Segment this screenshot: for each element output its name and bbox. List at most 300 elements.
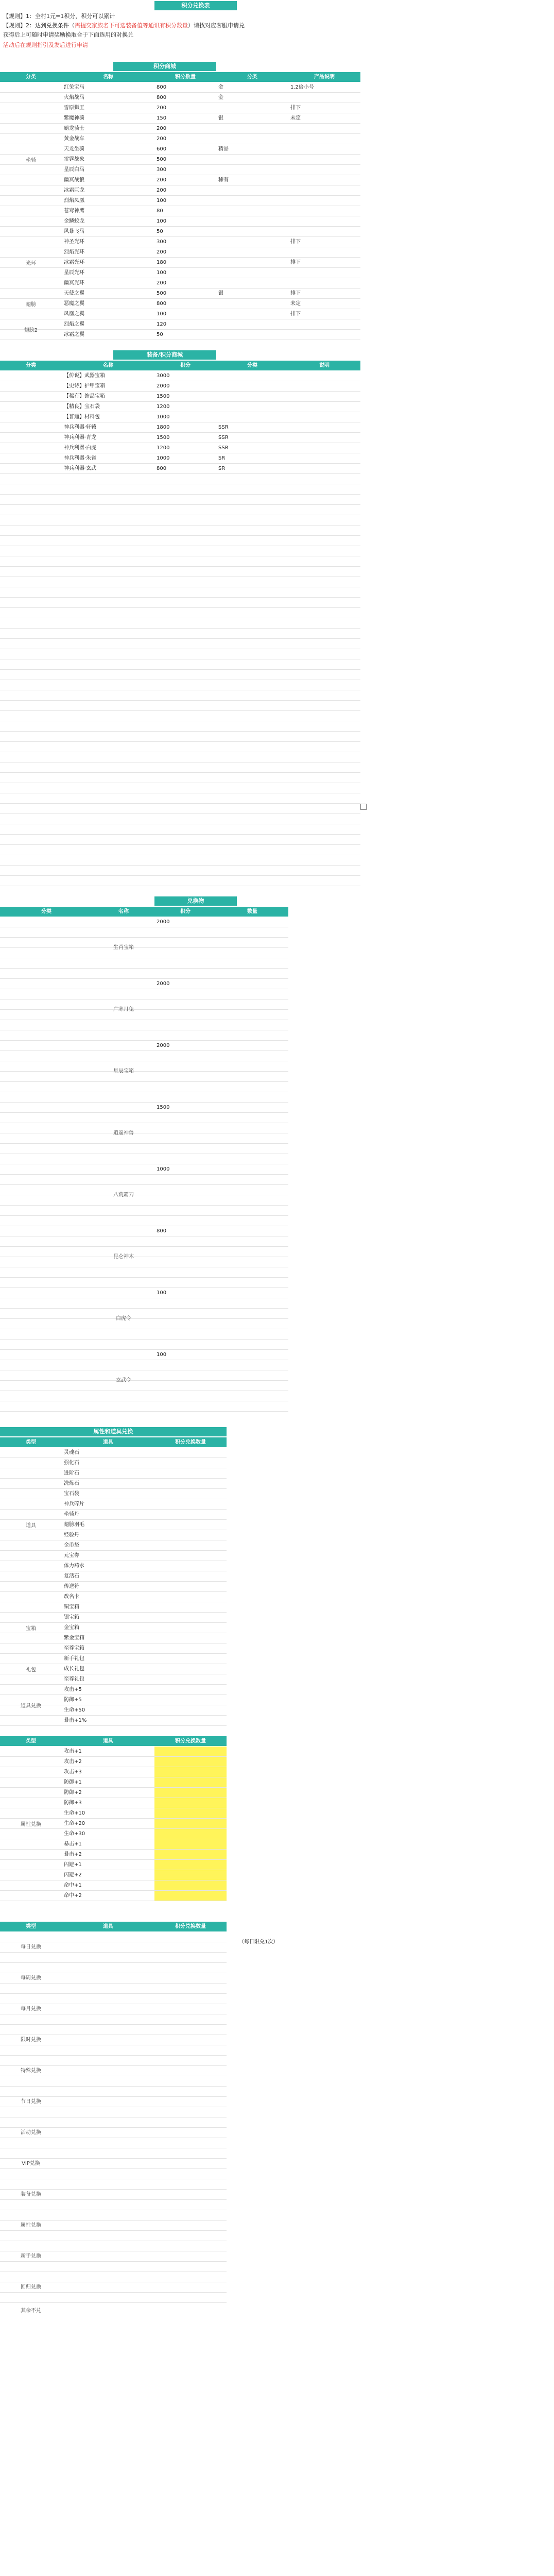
highlight-cell bbox=[154, 1777, 227, 1787]
empty-row bbox=[0, 855, 360, 866]
table-cell: 80 bbox=[157, 208, 163, 214]
table-row[interactable] bbox=[0, 1103, 288, 1113]
empty-row bbox=[0, 618, 360, 629]
table-cell: 至尊宝箱 bbox=[64, 1646, 84, 1651]
table-cell: 120 bbox=[157, 321, 167, 327]
exchange-col-1: 名称 bbox=[93, 907, 154, 917]
table-cell: 传送符 bbox=[64, 1584, 79, 1589]
table-row[interactable] bbox=[0, 1175, 288, 1185]
exchange-col-0: 分类 bbox=[0, 907, 93, 917]
table-row[interactable] bbox=[0, 1953, 227, 1963]
group-label: 节日兑换 bbox=[21, 2099, 41, 2105]
table-row[interactable] bbox=[0, 1994, 227, 2004]
empty-row bbox=[0, 752, 360, 762]
table-row[interactable] bbox=[0, 927, 288, 938]
table-cell: 生命+50 bbox=[64, 1707, 85, 1713]
table-cell: 1500 bbox=[157, 1105, 170, 1110]
table-cell: 200 bbox=[157, 249, 167, 255]
table-cell: 灵魂石 bbox=[64, 1450, 79, 1455]
empty-row bbox=[0, 546, 360, 556]
table-row[interactable] bbox=[0, 969, 288, 979]
table-row[interactable] bbox=[0, 1329, 288, 1340]
table-cell: SSR bbox=[218, 425, 229, 430]
table-cell: 500 bbox=[157, 291, 167, 296]
empty-row bbox=[0, 824, 360, 835]
table-cell bbox=[216, 330, 288, 340]
table-cell: 银 bbox=[218, 291, 223, 296]
table-cell: 闪避+2 bbox=[64, 1872, 82, 1878]
table-cell bbox=[216, 206, 288, 216]
table-cell: 霸龙骑士 bbox=[64, 126, 84, 131]
table-cell bbox=[216, 371, 288, 381]
table-cell bbox=[288, 206, 360, 216]
table-cell: 2000 bbox=[157, 981, 170, 987]
highlight-cell bbox=[154, 1767, 227, 1777]
table-cell: 【稀有】饰品宝箱 bbox=[64, 394, 105, 399]
table-row[interactable] bbox=[0, 1360, 288, 1370]
table-cell bbox=[288, 216, 360, 226]
table-row[interactable] bbox=[0, 2056, 227, 2066]
table-row[interactable] bbox=[0, 1932, 227, 1942]
empty-row bbox=[0, 556, 360, 567]
table-cell: 火焰战马 bbox=[64, 95, 84, 100]
table-cell: 800 bbox=[157, 1228, 167, 1234]
table-row[interactable] bbox=[0, 1226, 288, 1236]
table-cell: 宝石袋 bbox=[64, 1491, 79, 1497]
table-cell: 幽冥战狼 bbox=[64, 177, 84, 183]
empty-row bbox=[0, 639, 360, 649]
table-cell: 金 bbox=[218, 95, 223, 100]
table-cell bbox=[216, 278, 288, 288]
table-cell bbox=[216, 309, 288, 319]
points-store-col-1: 名称 bbox=[62, 72, 154, 82]
table-cell: 黄金战车 bbox=[64, 136, 84, 142]
table-row[interactable] bbox=[0, 2138, 227, 2148]
rule-2-red: 需提交家族名下可选装备值等通讯有积分数量 bbox=[75, 22, 188, 29]
table-row[interactable] bbox=[0, 1041, 288, 1051]
props-hl-col-0: 类型 bbox=[0, 1736, 62, 1746]
table-cell: 2000 bbox=[157, 1043, 170, 1048]
empty-row bbox=[0, 484, 360, 495]
table-cell: 雪原狮王 bbox=[64, 105, 84, 111]
table-cell bbox=[288, 247, 360, 257]
empty-row bbox=[0, 732, 360, 742]
table-cell: 防御+1 bbox=[64, 1780, 82, 1785]
table-cell: 防御+5 bbox=[64, 1697, 82, 1703]
table-cell: 200 bbox=[157, 188, 167, 193]
table-row[interactable] bbox=[0, 958, 288, 969]
table-cell: 【精良】宝石袋 bbox=[64, 404, 100, 410]
table-cell: 1.2倍小号 bbox=[290, 84, 314, 90]
table-cell: 2000 bbox=[157, 383, 170, 389]
table-cell: 天使之翼 bbox=[64, 291, 84, 296]
props-col-0: 类型 bbox=[0, 1437, 62, 1447]
group-label: 限时兑换 bbox=[21, 2037, 41, 2043]
table-cell bbox=[216, 402, 288, 412]
table-cell: 攻击+5 bbox=[64, 1687, 82, 1692]
table-cell bbox=[288, 412, 360, 422]
table-cell: 200 bbox=[157, 136, 167, 142]
table-cell bbox=[216, 412, 288, 422]
points-store-banner: 积分商城 bbox=[113, 62, 216, 71]
table-cell: 金币袋 bbox=[64, 1543, 79, 1548]
table-cell: SR bbox=[218, 455, 226, 461]
table-cell bbox=[288, 144, 360, 154]
table-cell: 冰霜光环 bbox=[64, 260, 84, 265]
table-cell: 150 bbox=[157, 115, 167, 121]
table-cell: 800 bbox=[157, 301, 167, 307]
table-row[interactable] bbox=[0, 2169, 227, 2179]
table-row[interactable] bbox=[0, 1984, 227, 1994]
table-cell bbox=[216, 247, 288, 257]
table-cell: 天龙坐骑 bbox=[64, 146, 84, 152]
props-col-1: 道具 bbox=[62, 1437, 154, 1447]
table-cell bbox=[288, 381, 360, 391]
table-row[interactable] bbox=[0, 2241, 227, 2251]
highlight-cell bbox=[154, 1819, 227, 1828]
group-label: 生肖宝箱 bbox=[113, 945, 134, 951]
table-cell: 星辰光环 bbox=[64, 270, 84, 276]
table-row[interactable] bbox=[0, 917, 288, 927]
table-cell: 100 bbox=[157, 270, 167, 276]
table-cell: 300 bbox=[157, 167, 167, 173]
table-cell: 强化石 bbox=[64, 1460, 79, 1466]
table-cell: 进阶石 bbox=[64, 1470, 79, 1476]
empty-row bbox=[0, 690, 360, 701]
empty-row bbox=[0, 711, 360, 721]
table-row[interactable] bbox=[0, 1216, 288, 1226]
table-cell: 暴击+1% bbox=[64, 1718, 87, 1723]
highlight-cell bbox=[154, 1757, 227, 1767]
table-cell bbox=[216, 216, 288, 226]
exchange-banner: 兑换物 bbox=[154, 896, 237, 906]
table-cell bbox=[216, 103, 288, 113]
table-row[interactable] bbox=[0, 1350, 288, 1360]
table-cell bbox=[216, 185, 288, 195]
table-row[interactable] bbox=[0, 2231, 227, 2241]
table-cell: 500 bbox=[157, 157, 167, 162]
table-cell: SSR bbox=[218, 435, 229, 440]
table-cell: 成长礼包 bbox=[64, 1666, 84, 1672]
table-cell: 800 bbox=[157, 466, 167, 471]
table-cell bbox=[288, 196, 360, 206]
table-cell bbox=[216, 155, 288, 164]
table-cell: 紫魔神骑 bbox=[64, 115, 84, 121]
empty-row bbox=[0, 742, 360, 752]
highlight-cell bbox=[154, 1829, 227, 1839]
table-cell bbox=[216, 299, 288, 309]
group-label: 特殊兑换 bbox=[21, 2068, 41, 2074]
table-cell: 防御+2 bbox=[64, 1790, 82, 1795]
table-cell bbox=[216, 319, 288, 329]
table-row[interactable] bbox=[0, 1154, 288, 1164]
table-row[interactable] bbox=[0, 2210, 227, 2221]
table-cell: 200 bbox=[157, 126, 167, 131]
table-cell bbox=[216, 258, 288, 267]
empty-row bbox=[0, 670, 360, 680]
group-label: 广寒月兔 bbox=[113, 1007, 134, 1012]
table-cell: 1800 bbox=[157, 425, 170, 430]
table-cell: SR bbox=[218, 466, 226, 471]
empty-row bbox=[0, 845, 360, 855]
empty-row bbox=[0, 598, 360, 608]
table-row[interactable] bbox=[0, 2087, 227, 2097]
equip-col-4: 说明 bbox=[288, 361, 360, 370]
table-cell: 紫金宝箱 bbox=[64, 1635, 84, 1641]
equip-col-0: 分类 bbox=[0, 361, 62, 370]
table-cell: 元宝券 bbox=[64, 1553, 79, 1558]
table-cell: 红兔宝马 bbox=[64, 84, 84, 90]
table-cell: 50 bbox=[157, 332, 163, 337]
table-cell: 200 bbox=[157, 105, 167, 111]
table-row[interactable] bbox=[0, 2117, 227, 2128]
equipment-store-banner: 装备/积分商城 bbox=[113, 350, 216, 360]
table-cell: 复活石 bbox=[64, 1573, 79, 1579]
table-cell: 烈焰光环 bbox=[64, 249, 84, 255]
table-cell: 未定 bbox=[290, 301, 301, 307]
group-label: 八荒霸刀 bbox=[113, 1192, 134, 1198]
table-cell: 【传说】武器宝箱 bbox=[64, 373, 105, 379]
empty-row bbox=[0, 505, 360, 515]
table-row[interactable] bbox=[0, 1020, 288, 1030]
table-cell bbox=[216, 381, 288, 391]
side-note: （每日限兑1次） bbox=[239, 1939, 279, 1945]
table-cell bbox=[288, 185, 360, 195]
misc-col-0: 类型 bbox=[0, 1922, 62, 1931]
table-cell: 180 bbox=[157, 260, 167, 265]
table-cell: 1000 bbox=[157, 455, 170, 461]
table-cell: 100 bbox=[157, 1290, 167, 1296]
table-cell bbox=[288, 278, 360, 288]
table-cell: 1200 bbox=[157, 404, 170, 410]
group-label: 宝箱 bbox=[26, 1626, 36, 1632]
table-cell bbox=[288, 371, 360, 381]
table-cell: 金 bbox=[218, 84, 223, 90]
table-row[interactable] bbox=[0, 1401, 288, 1412]
table-row[interactable] bbox=[0, 1298, 288, 1309]
table-row[interactable] bbox=[0, 1113, 288, 1123]
table-cell: 3000 bbox=[157, 373, 170, 379]
table-cell bbox=[288, 93, 360, 103]
points-store-col-0: 分类 bbox=[0, 72, 62, 82]
table-cell: 100 bbox=[157, 311, 167, 317]
highlight-cell bbox=[154, 1860, 227, 1870]
cell-cursor[interactable] bbox=[360, 804, 367, 810]
rule-2 bbox=[3, 22, 245, 30]
table-row[interactable] bbox=[0, 2272, 227, 2282]
table-cell: 生命+20 bbox=[64, 1821, 85, 1826]
table-row[interactable] bbox=[0, 1236, 288, 1247]
table-row[interactable] bbox=[0, 1963, 227, 1973]
table-cell: 300 bbox=[157, 239, 167, 245]
rule-2-suffix: ）请找对应客服申请兑 bbox=[188, 22, 245, 29]
empty-row bbox=[0, 526, 360, 536]
table-cell: 改名卡 bbox=[64, 1594, 79, 1600]
table-row[interactable] bbox=[0, 1051, 288, 1061]
table-row[interactable] bbox=[0, 2293, 227, 2303]
group-label: 装备兑换 bbox=[21, 2192, 41, 2197]
highlight-cell bbox=[154, 1870, 227, 1880]
empty-row bbox=[0, 762, 360, 773]
table-row[interactable] bbox=[0, 2200, 227, 2210]
table-cell bbox=[216, 237, 288, 247]
table-cell bbox=[288, 165, 360, 175]
table-cell: 神兵利器·轩辕 bbox=[64, 425, 97, 430]
table-row[interactable] bbox=[0, 2148, 227, 2159]
table-cell bbox=[288, 433, 360, 443]
table-cell: 排下 bbox=[290, 239, 301, 245]
table-cell bbox=[288, 155, 360, 164]
table-cell: 100 bbox=[157, 198, 167, 204]
empty-row bbox=[0, 474, 360, 484]
group-label: 道具 bbox=[26, 1523, 36, 1529]
table-cell: 50 bbox=[157, 229, 163, 234]
empty-row bbox=[0, 866, 360, 876]
table-row[interactable] bbox=[0, 2076, 227, 2087]
empty-row bbox=[0, 536, 360, 546]
table-cell: 攻击+1 bbox=[64, 1749, 82, 1754]
table-row[interactable] bbox=[0, 1288, 288, 1298]
table-cell: 排下 bbox=[290, 105, 301, 111]
table-cell: 200 bbox=[157, 177, 167, 183]
props-hl-col-1: 道具 bbox=[62, 1736, 154, 1746]
equip-col-2: 积分 bbox=[154, 361, 216, 370]
table-row[interactable] bbox=[0, 1206, 288, 1216]
highlight-cell bbox=[154, 1880, 227, 1890]
table-cell: 生命+10 bbox=[64, 1810, 85, 1816]
group-label: 回归兑换 bbox=[21, 2284, 41, 2290]
highlight-cell bbox=[154, 1891, 227, 1901]
table-cell: 雷霆战象 bbox=[64, 157, 84, 162]
highlight-cell bbox=[154, 1850, 227, 1859]
equip-col-3: 分类 bbox=[216, 361, 288, 370]
table-cell: 排下 bbox=[290, 260, 301, 265]
group-label: 新手兑换 bbox=[21, 2253, 41, 2259]
table-cell: 【普通】材料包 bbox=[64, 414, 100, 420]
highlight-cell bbox=[154, 1808, 227, 1818]
empty-row bbox=[0, 876, 360, 886]
table-cell: 2000 bbox=[157, 919, 170, 925]
group-label: 翅膀2 bbox=[24, 328, 38, 333]
table-cell: 银 bbox=[218, 115, 223, 121]
table-row[interactable] bbox=[0, 1391, 288, 1401]
table-cell: 烈焰之翼 bbox=[64, 321, 84, 327]
group-label: 每月兑换 bbox=[21, 2006, 41, 2012]
group-label: 每周兑换 bbox=[21, 1975, 41, 1981]
exchange-col-2: 积分 bbox=[154, 907, 216, 917]
table-cell: 神圣光环 bbox=[64, 239, 84, 245]
empty-row bbox=[0, 649, 360, 659]
table-cell: 体力药水 bbox=[64, 1563, 84, 1569]
empty-row bbox=[0, 495, 360, 505]
table-cell bbox=[288, 392, 360, 401]
group-label: 白虎令 bbox=[116, 1316, 131, 1321]
empty-row bbox=[0, 814, 360, 824]
props-col-2: 积分兑换数量 bbox=[154, 1437, 227, 1447]
table-cell: 苍穹神鹰 bbox=[64, 208, 84, 214]
table-cell: 冰霜巨龙 bbox=[64, 188, 84, 193]
table-cell: 金宝箱 bbox=[64, 1625, 79, 1631]
table-row[interactable] bbox=[0, 1278, 288, 1288]
rule-4: 活动后在规则指引及发后进行申请 bbox=[3, 42, 88, 48]
table-row[interactable] bbox=[0, 1144, 288, 1154]
table-row[interactable] bbox=[0, 2262, 227, 2272]
table-row[interactable] bbox=[0, 1030, 288, 1041]
table-cell: 洗炼石 bbox=[64, 1481, 79, 1486]
table-row[interactable] bbox=[0, 989, 288, 999]
table-cell: 1500 bbox=[157, 394, 170, 399]
table-row[interactable] bbox=[0, 979, 288, 989]
table-cell: 铜宝箱 bbox=[64, 1604, 79, 1610]
table-cell bbox=[288, 453, 360, 463]
empty-row bbox=[0, 567, 360, 577]
table-cell bbox=[216, 196, 288, 206]
table-row[interactable] bbox=[0, 1164, 288, 1175]
table-cell: 1000 bbox=[157, 414, 170, 420]
points-store-col-3: 分类 bbox=[216, 72, 288, 82]
table-cell: 命中+1 bbox=[64, 1883, 82, 1888]
table-row[interactable] bbox=[0, 1082, 288, 1092]
group-label: 道具兑换 bbox=[21, 1703, 41, 1709]
table-cell: 防御+3 bbox=[64, 1800, 82, 1806]
empty-row bbox=[0, 587, 360, 598]
misc-col-1: 道具 bbox=[62, 1922, 154, 1931]
highlight-cell bbox=[154, 1798, 227, 1808]
empty-row bbox=[0, 608, 360, 618]
table-cell: 暴击+2 bbox=[64, 1852, 82, 1857]
table-cell: 精品 bbox=[218, 146, 229, 152]
table-row[interactable] bbox=[0, 2025, 227, 2035]
empty-row bbox=[0, 793, 360, 804]
table-cell: 600 bbox=[157, 146, 167, 152]
props-banner: 属性和道具兑换 bbox=[0, 1427, 227, 1436]
empty-row bbox=[0, 701, 360, 711]
table-cell: 攻击+3 bbox=[64, 1769, 82, 1775]
table-row[interactable] bbox=[0, 1092, 288, 1103]
group-label: 属性兑换 bbox=[21, 1822, 41, 1827]
table-cell bbox=[216, 268, 288, 278]
empty-row bbox=[0, 804, 360, 814]
table-cell: 坐骑丹 bbox=[64, 1512, 79, 1517]
table-cell: 星辰白马 bbox=[64, 167, 84, 173]
table-cell bbox=[288, 268, 360, 278]
group-label: 属性兑换 bbox=[21, 2223, 41, 2228]
table-row[interactable] bbox=[0, 2107, 227, 2117]
table-row[interactable] bbox=[0, 1340, 288, 1350]
group-label: 礼包 bbox=[26, 1667, 36, 1673]
table-cell: 新手礼包 bbox=[64, 1656, 84, 1662]
group-label: 星辰宝箱 bbox=[113, 1069, 134, 1074]
group-label: 玄武令 bbox=[116, 1378, 131, 1383]
table-cell bbox=[216, 165, 288, 175]
table-cell: 暴击+1 bbox=[64, 1841, 82, 1847]
table-cell: 1500 bbox=[157, 435, 170, 440]
points-store-col-4: 产品说明 bbox=[288, 72, 360, 82]
table-cell: 翅膀羽毛 bbox=[64, 1522, 84, 1528]
table-row[interactable] bbox=[0, 2045, 227, 2056]
rule-3: 获得后上可随时申请奖励换取合于下面选用的对换兑 bbox=[3, 31, 133, 38]
table-row[interactable] bbox=[0, 2014, 227, 2025]
table-cell: 幽冥光环 bbox=[64, 280, 84, 286]
table-cell bbox=[288, 124, 360, 133]
empty-row bbox=[0, 773, 360, 783]
misc-col-2: 积分兑换数量 bbox=[154, 1922, 227, 1931]
table-row[interactable] bbox=[0, 1267, 288, 1278]
table-cell bbox=[288, 227, 360, 236]
table-row[interactable] bbox=[0, 2179, 227, 2190]
table-cell: 烈焰凤凰 bbox=[64, 198, 84, 204]
group-label: 坐骑 bbox=[26, 158, 36, 163]
